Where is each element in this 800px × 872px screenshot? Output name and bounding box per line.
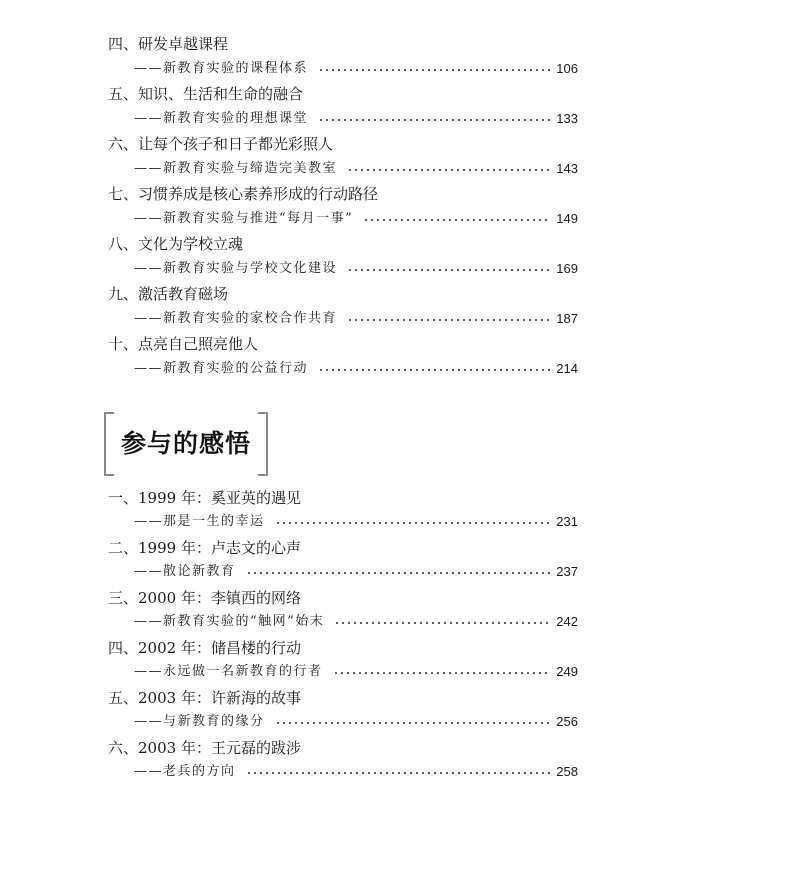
toc-entry-subline (134, 562, 578, 582)
dot-leader (347, 169, 550, 171)
toc-entry-subline (134, 59, 578, 79)
toc-page-number: 258 (556, 764, 578, 779)
toc-page-number: 231 (556, 514, 578, 529)
toc-page-number: 149 (556, 211, 578, 226)
toc-entry-subtitle: ——新教育实验与推进“每月一事” (134, 211, 354, 226)
toc-entry-subtitle: ——散论新教育 (134, 564, 236, 579)
toc-page-number: 214 (556, 361, 578, 376)
dot-leader (318, 119, 550, 121)
toc-entry-subline (134, 359, 578, 379)
section-heading-box (104, 412, 268, 476)
toc-entry-subline (134, 159, 578, 179)
toc-page-number: 133 (556, 111, 578, 126)
toc-entry-title: 三、2000 年：李镇西的网络 (108, 589, 301, 607)
toc-page-number: 143 (556, 161, 578, 176)
toc-entry-title: 五、知识、生活和生命的融合 (108, 85, 304, 103)
toc-entry-title: 六、让每个孩子和日子都光彩照人 (108, 135, 334, 153)
toc-entry-title: 七、习惯养成是核心素养形成的行动路径 (108, 185, 379, 203)
toc-page-number: 256 (556, 714, 578, 729)
dot-leader (318, 369, 550, 371)
toc-entry-subtitle: ——新教育实验的课程体系 (134, 61, 309, 76)
toc-entry-subtitle: ——新教育实验与学校文化建设 (134, 261, 338, 276)
dot-leader (334, 622, 550, 624)
toc-entry-subtitle: ——新教育实验的“触网”始末 (134, 614, 325, 629)
dot-leader (246, 572, 551, 574)
toc-entry-subline (134, 512, 578, 532)
toc-entry-title: 二、1999 年：卢志文的心声 (108, 539, 301, 557)
toc-entry-subline (134, 612, 578, 632)
toc-page-number: 169 (556, 261, 578, 276)
dot-leader (347, 319, 550, 321)
toc-entry-subtitle: ——新教育实验的公益行动 (134, 361, 309, 376)
toc-page-number: 249 (556, 664, 578, 679)
dot-leader (333, 672, 551, 674)
dot-leader (246, 772, 551, 774)
toc-entry-subline (134, 209, 578, 229)
toc-entry-subtitle: ——新教育实验的家校合作共育 (134, 311, 338, 326)
dot-leader (275, 522, 551, 524)
toc-entry-title: 一、1999 年：奚亚英的遇见 (108, 489, 301, 507)
toc-page-number: 237 (556, 564, 578, 579)
section-heading: 参与的感悟 (120, 429, 251, 458)
toc-entry-subline (134, 712, 578, 732)
toc-entry-subtitle: ——新教育实验与缔造完美教室 (134, 161, 338, 176)
toc-entry-title: 五、2003 年：许新海的故事 (108, 689, 301, 707)
toc-entry-subline (134, 109, 578, 129)
toc-entry-subline (134, 309, 578, 329)
dot-leader (318, 69, 550, 71)
toc-entry-subtitle: ——新教育实验的理想课堂 (134, 111, 309, 126)
toc-entry-title: 九、激活教育磁场 (108, 285, 229, 303)
dot-leader (363, 219, 550, 221)
toc-entry-title: 六、2003 年：王元磊的跋涉 (108, 739, 301, 757)
toc-entry-subtitle: ——永远做一名新教育的行者 (134, 664, 323, 679)
toc-entry-title: 八、文化为学校立魂 (108, 235, 244, 253)
toc-entry-title: 四、2002 年：储昌楼的行动 (108, 639, 301, 657)
dot-leader (275, 722, 551, 724)
toc-page-number: 106 (556, 61, 578, 76)
toc-page-number: 187 (556, 311, 578, 326)
dot-leader (347, 269, 550, 271)
toc-entry-subline (134, 762, 578, 782)
toc-entry-title: 四、研发卓越课程 (108, 35, 229, 53)
toc-entry-subtitle: ——与新教育的缘分 (134, 714, 265, 729)
toc-entry-subtitle: ——老兵的方向 (134, 764, 236, 779)
toc-entry-subtitle: ——那是一生的幸运 (134, 514, 265, 529)
toc-page-number: 242 (556, 614, 578, 629)
toc-entry-title: 十、点亮自己照亮他人 (108, 335, 259, 353)
toc-entry-subline (134, 259, 578, 279)
toc-entry-subline (134, 662, 578, 682)
